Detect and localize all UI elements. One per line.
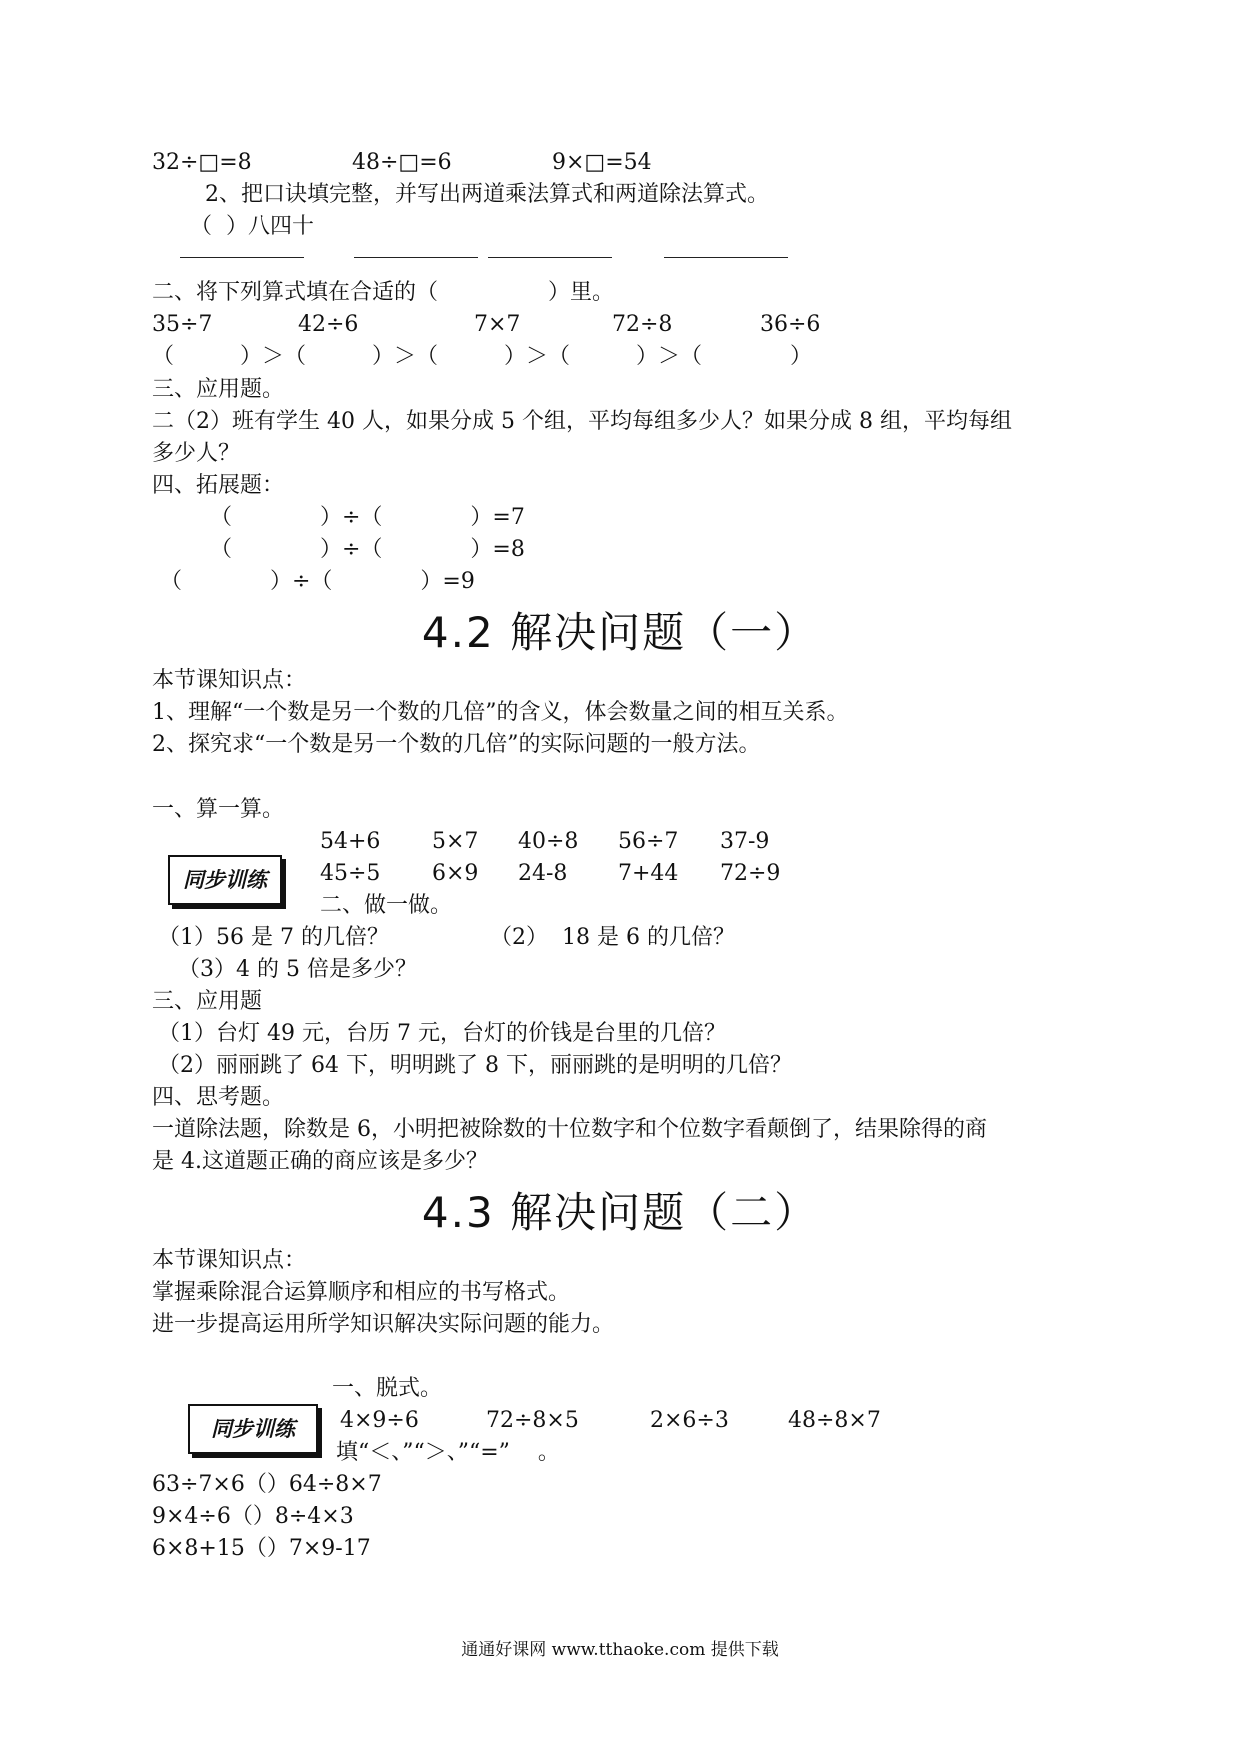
tuoshi-item: 2×6÷3	[650, 1408, 729, 1433]
expression: 35÷7	[152, 312, 213, 337]
answer-blank-2	[354, 257, 478, 258]
thinking-line-2: 是 4.这道题正确的商应该是多少？	[152, 1149, 488, 1174]
sync-training-badge: 同步训练	[188, 1404, 318, 1454]
do-question-1: （1）56 是 7 的几倍？	[158, 925, 389, 950]
calc-item: 5×7	[432, 829, 479, 854]
expression: 42÷6	[298, 312, 359, 337]
calc-item: 6×9	[432, 861, 479, 886]
knowledge-point-1: 1、理解“一个数是另一个数的几倍”的含义，体会数量之间的相互关系。	[152, 700, 849, 725]
calc-item: 40÷8	[518, 829, 579, 854]
compare-1: 63÷7×6（）64÷8×7	[152, 1472, 382, 1497]
knowledge-point-1: 掌握乘除混合运算顺序和相应的书写格式。	[152, 1280, 571, 1305]
calc-item: 7+44	[618, 861, 679, 886]
fill-heading: 填“＜、”“＞、”“=” 。	[336, 1440, 560, 1465]
tuoshi-item: 72÷8×5	[486, 1408, 579, 1433]
application-1: （1）台灯 49 元，台历 7 元，台灯的价钱是台里的几倍？	[158, 1021, 726, 1046]
answer-blank-3	[488, 257, 612, 258]
calc-item: 45÷5	[320, 861, 381, 886]
compare-chain: （ ）＞（ ）＞（ ）＞（ ）＞（ ）	[152, 344, 813, 369]
footer-credit: 通通好课网 www.tthaoke.com 提供下载	[461, 1640, 779, 1660]
calc-item: 37-9	[720, 829, 770, 854]
sync-training-badge: 同步训练	[168, 855, 282, 905]
knowledge-point-2: 2、探究求“一个数是另一个数的几倍”的实际问题的一般方法。	[152, 732, 761, 757]
answer-blank-1	[180, 257, 304, 258]
calc-heading: 一、算一算。	[152, 797, 285, 822]
knowledge-point-2: 进一步提高运用所学知识解决实际问题的能力。	[152, 1312, 615, 1337]
equation-2: 48÷□=6	[352, 150, 452, 175]
section-2-heading: 二、将下列算式填在合适的（ ）里。	[152, 280, 615, 305]
extension-row-3: （ ）÷（ ）=9	[160, 569, 475, 594]
answer-blank-4	[664, 257, 788, 258]
section-3-heading: 三、应用题。	[152, 377, 285, 402]
extension-row-1: （ ）÷（ ）=7	[210, 505, 525, 530]
calc-item: 54+6	[320, 829, 381, 854]
thinking-line-1: 一道除法题，除数是 6，小明把被除数的十位数字和个位数字看颠倒了，结果除得的商	[152, 1117, 987, 1142]
lesson-4-3-title: 4.3 解决问题（二）	[421, 1188, 819, 1237]
do-heading: 二、做一做。	[320, 893, 453, 918]
calc-item: 72÷9	[720, 861, 781, 886]
knowledge-heading: 本节课知识点：	[152, 1248, 307, 1273]
section-4-heading: 四、拓展题：	[152, 473, 285, 498]
question-2: 2、把口诀填完整，并写出两道乘法算式和两道除法算式。	[205, 182, 769, 207]
knowledge-heading: 本节课知识点：	[152, 668, 307, 693]
equation-3: 9×□=54	[552, 150, 652, 175]
equation-1: 32÷□=8	[152, 150, 252, 175]
expression: 7×7	[474, 312, 521, 337]
tuoshi-heading: 一、脱式。	[332, 1376, 443, 1401]
compare-2: 9×4÷6（）8÷4×3	[152, 1504, 354, 1529]
application-2: （2）丽丽跳了 64 下，明明跳了 8 下，丽丽跳的是明明的几倍？	[158, 1053, 792, 1078]
compare-3: 6×8+15（）7×9-17	[152, 1536, 371, 1561]
mnemonic-fill: （ ）八四十	[190, 214, 314, 239]
application-heading: 三、应用题	[152, 989, 263, 1014]
extension-row-2: （ ）÷（ ）=8	[210, 537, 525, 562]
calc-item: 56÷7	[618, 829, 679, 854]
expression: 72÷8	[612, 312, 673, 337]
lesson-4-2-title: 4.2 解决问题（一）	[421, 608, 819, 657]
do-question-3: （3）4 的 5 倍是多少？	[178, 957, 417, 982]
tuoshi-item: 48÷8×7	[788, 1408, 881, 1433]
expression: 36÷6	[760, 312, 821, 337]
thinking-heading: 四、思考题。	[152, 1085, 285, 1110]
word-problem-line-2: 多少人？	[152, 441, 241, 466]
tuoshi-item: 4×9÷6	[340, 1408, 419, 1433]
word-problem-line-1: 二（2）班有学生 40 人，如果分成 5 个组，平均每组多少人？如果分成 8 组，平均每组	[152, 409, 1012, 434]
do-question-2: （2） 18 是 6 的几倍？	[490, 925, 735, 950]
calc-item: 24-8	[518, 861, 568, 886]
